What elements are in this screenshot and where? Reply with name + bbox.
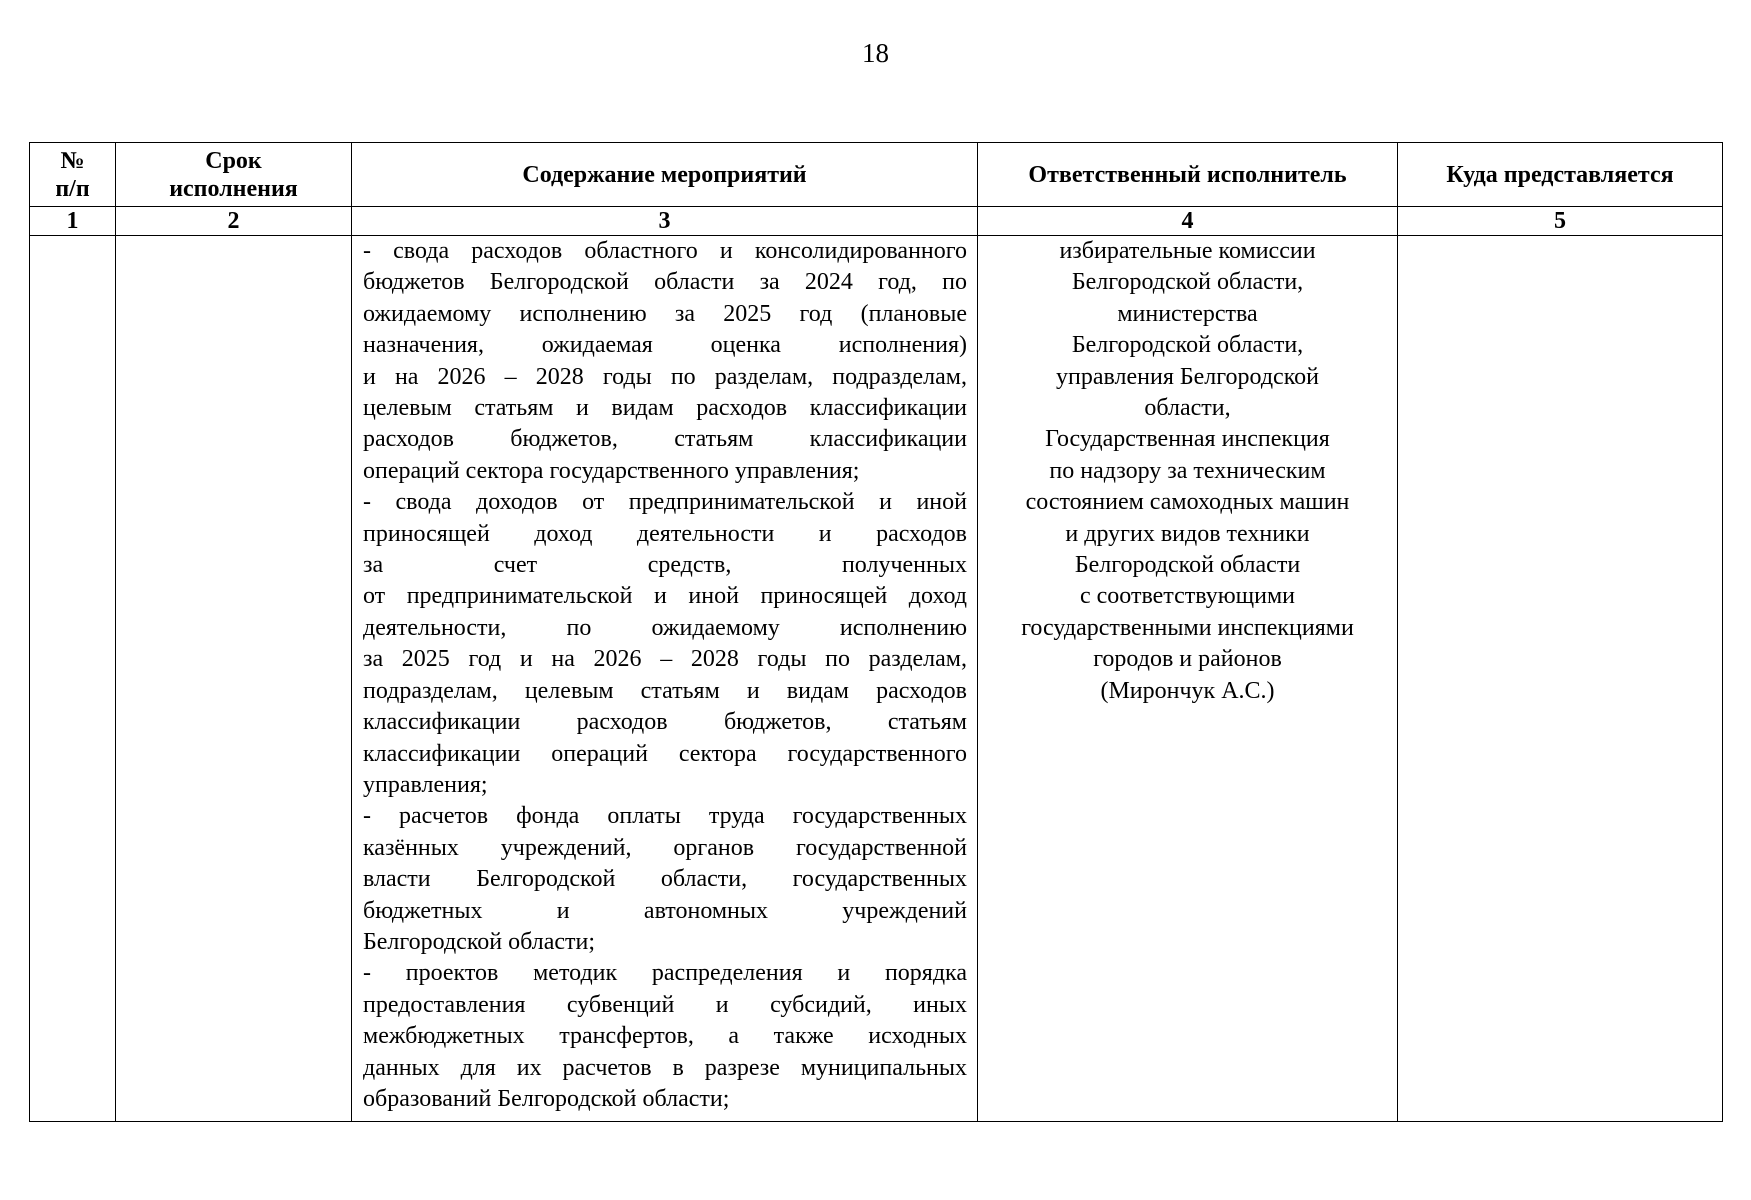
row-content-cell (352, 236, 978, 1122)
column-number-row (30, 207, 1723, 236)
executor-text (982, 236, 1393, 707)
content-line: - свода доходов от предпринимательской и иной (363, 489, 967, 516)
content-line: от предпринимательской и иной приносящей доход (363, 583, 967, 610)
content-line: образований Белгородской области; (363, 1085, 730, 1112)
executor-line: Государственная инспекция (1045, 426, 1330, 453)
column-number: 2 (116, 207, 352, 236)
content-line: за счет средств, полученных (363, 552, 967, 579)
header-content: Содержание мероприятий (352, 143, 978, 207)
content-line: межбюджетных трансфертов, а также исходных (363, 1023, 967, 1050)
content-line: целевым статьям и видам расходов классификации (363, 395, 967, 422)
content-line: за 2025 год и на 2026 – 2028 годы по разделам, (363, 646, 967, 673)
content-line: - проектов методик распределения и порядка (363, 960, 967, 987)
content-line: и на 2026 – 2028 годы по разделам, подразделам, (363, 363, 967, 390)
content-line: власти Белгородской области, государственных (363, 866, 967, 893)
content-line: - расчетов фонда оплаты труда государственных (363, 803, 967, 830)
content-line: деятельности, по ожидаемому исполнению (363, 614, 967, 641)
executor-line: государственными инспекциями (1021, 614, 1354, 641)
header-number-line1: № (60, 147, 85, 174)
content-text (363, 236, 967, 1115)
content-line: операций сектора государственного управления; (363, 457, 860, 484)
row-executor-cell (978, 236, 1398, 1122)
column-number: 3 (352, 207, 978, 236)
content-line: - свода расходов областного и консолидированного (363, 238, 967, 264)
content-line: классификации операций сектора государственного (363, 740, 967, 767)
column-number: 1 (30, 207, 116, 236)
content-line: ожидаемому исполнению за 2025 год (плановые (363, 300, 967, 327)
executor-line: Белгородской области, (1071, 332, 1304, 359)
executor-line: (Мирончук А.С.) (1100, 677, 1275, 704)
header-destination: Куда представляется (1398, 143, 1723, 207)
header-number-line2: п/п (55, 175, 90, 202)
content-line: управления; (363, 771, 488, 798)
content-line: Белгородской области; (363, 928, 596, 955)
executor-line: Белгородской области, (1071, 269, 1304, 296)
executor-line: и других видов техники (1065, 520, 1310, 547)
header-executor: Ответственный исполнитель (978, 143, 1398, 207)
content-line: предоставления субвенций и субсидий, иных (363, 991, 967, 1018)
row-deadline-cell (116, 236, 352, 1122)
content-line: назначения, ожидаемая оценка исполнения) (363, 332, 967, 359)
column-number: 5 (1398, 207, 1723, 236)
executor-line: управления Белгородской (1056, 363, 1319, 390)
content-line: приносящей доход деятельности и расходов (363, 520, 967, 547)
content-line: данных для их расчетов в разрезе муниципальных (363, 1054, 967, 1081)
row-destination-cell (1398, 236, 1723, 1122)
executor-line: избирательные комиссии (1059, 238, 1316, 264)
table-row (30, 236, 1723, 1122)
executor-line: городов и районов (1093, 646, 1282, 673)
header-number (30, 143, 116, 207)
content-line: бюджетных и автономных учреждений (363, 897, 967, 924)
header-deadline (116, 143, 352, 207)
column-number: 4 (978, 207, 1398, 236)
header-deadline-line2: исполнения (169, 175, 298, 202)
content-line: бюджетов Белгородской области за 2024 год, по (363, 269, 967, 296)
executor-line: с соответствующими (1079, 583, 1296, 610)
header-deadline-line1: Срок (205, 147, 262, 174)
row-number-cell (30, 236, 116, 1122)
content-line: казённых учреждений, органов государственной (363, 834, 967, 861)
executor-line: Белгородской области (1074, 552, 1301, 579)
content-line: расходов бюджетов, статьям классификации (363, 426, 967, 453)
content-line: подразделам, целевым статьям и видам расходов (363, 677, 967, 704)
content-line: классификации расходов бюджетов, статьям (363, 709, 967, 736)
executor-line: министерства (1117, 300, 1258, 327)
page-number: 18 (862, 38, 889, 68)
header-row (30, 143, 1723, 207)
executor-line: по надзору за техническим (1049, 457, 1326, 484)
executor-line: состоянием самоходных машин (1025, 489, 1350, 516)
plan-table (29, 142, 1723, 1122)
executor-line: области, (1144, 395, 1231, 422)
